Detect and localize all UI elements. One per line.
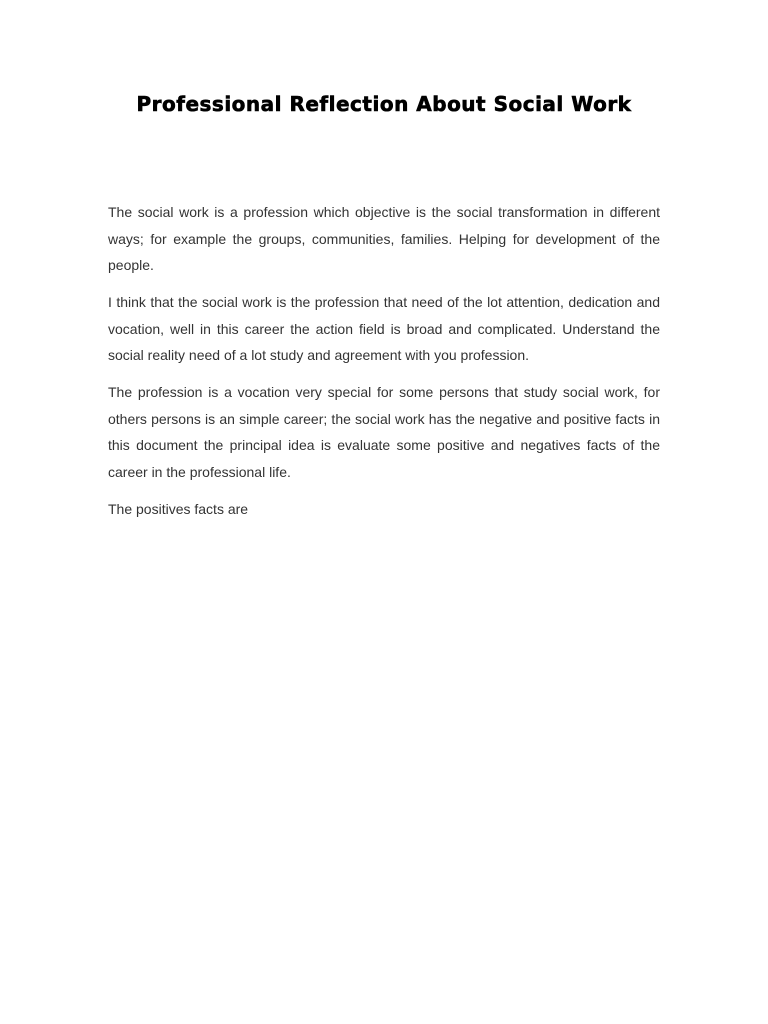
document-title: Professional Reflection About Social Work [136,92,632,116]
paragraph-2: I think that the social work is the profession that need of the lot attention, dedication and vocation, well in this career the action field is broad and complicated. Understand the social reality need of a lot study and agreement with you profession. [108,294,660,363]
document-body [108,199,660,533]
paragraph-3: The profession is a vocation very special for some persons that study social work, for others persons is an simple career; the social work has the negative and positive facts in this document the principal idea is evaluate some positive and negatives facts of the career in the professional life. [108,384,660,480]
paragraph-1: The social work is a profession which objective is the social transformation in different ways; for example the groups, communities, families. Helping for development of the people. [108,204,660,273]
paragraph-4: The positives facts are [108,500,249,517]
